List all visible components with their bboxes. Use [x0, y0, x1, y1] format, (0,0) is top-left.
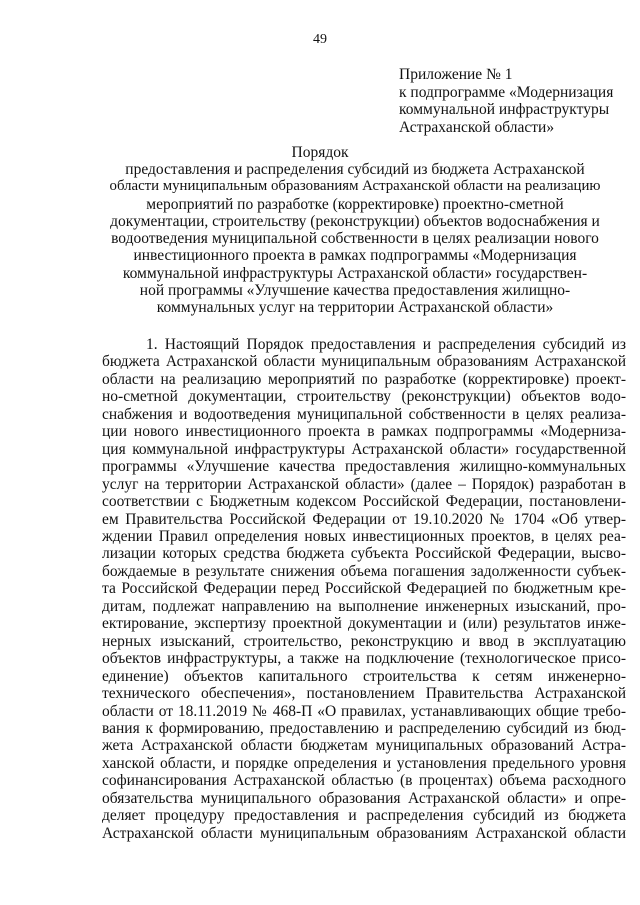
subtitle-line: предоставления и распределения субсидий из бюджета Астраханской	[125, 161, 585, 178]
body-line: обязательства муниципального образования Астраханской области» и опре-	[102, 789, 626, 807]
appendix-line: Приложение № 1	[399, 66, 513, 83]
body-line: дитам, подлежат направлению на выполнение инженерных изысканий, про-	[102, 597, 626, 615]
subtitle-line: документации, строительству (реконструкции) объектов водоснабжения и	[110, 212, 600, 230]
body-line: ция коммунальной инфраструктуры Астраханской области» государственной	[102, 440, 626, 458]
page-number: 49	[313, 32, 327, 47]
body-line: та Российской Федерации перед Российской Федерацией по бюджетным кре-	[102, 580, 626, 598]
body-line: 1. Настоящий Порядок предоставления и распределения субсидий из	[146, 336, 626, 353]
subtitle-line: водоотведения муниципальной собственности в целях реализации нового	[111, 230, 599, 248]
body-line: объектов инфраструктуры, а также на подключение (технологическое присо-	[102, 650, 626, 668]
appendix-line: к подпрограмме «Модернизация	[399, 83, 614, 101]
body-line: снабжения и водоотведения муниципальной собственности в целях реализа-	[102, 405, 626, 423]
subtitle-line: мероприятий по разработке (корректировке) проектно-сметной	[146, 195, 564, 213]
body-line: единение) объектов капитального строительства к сетям инженерно-	[102, 667, 626, 685]
body-line: ханской области, и порядке определения и установления предельного уровня	[102, 754, 626, 772]
body-line: нерных изысканий, строительство, реконструкцию и ввод в эксплуатацию	[102, 632, 626, 650]
subtitle-line: ной программы «Улучшение качества предоставления жилищно-	[139, 282, 571, 300]
body-paragraph	[102, 336, 626, 842]
document-subtitle	[108, 161, 602, 317]
body-line: деляет процедуру предоставления и распределения субсидий из бюджета	[102, 807, 626, 825]
body-line: ждении Правил определения новых инвестиционных проектов, в целях реа-	[102, 527, 626, 545]
body-line: области на реализацию мероприятий по разработке (корректировке) проект-	[102, 370, 626, 388]
body-line: области от 18.11.2019 № 468-П «О правилах, устанавливающих общие требо-	[102, 702, 626, 720]
body-line: ции нового инвестиционного проекта в рамках подпрограммы «Модерниза-	[102, 423, 626, 441]
appendix-line: коммунальной инфраструктуры	[399, 101, 610, 119]
body-line: лизации которых средства бюджета субъекта Российской Федерации, высво-	[102, 545, 626, 563]
body-line: ем Правительства Российской Федерации от 19.10.2020 № 1704 «Об утвер-	[102, 510, 626, 528]
body-line: технического обеспечения», постановлением Правительства Астраханской	[102, 685, 626, 703]
body-line: софинансирования Астраханской областью (в процентах) объема расходного	[102, 772, 626, 790]
body-line: вания к формированию, предоставлению и распределению субсидий из бюд-	[102, 719, 626, 737]
document-title: Порядок	[291, 144, 349, 161]
body-line: соответствии с Бюджетным кодексом Российской Федерации, постановлени-	[102, 493, 626, 511]
body-line: ектирование, экспертизу проектной документации и (или) результатов инже-	[102, 615, 626, 633]
body-line: программы «Улучшение качества предоставления жилищно-коммунальных	[102, 458, 626, 476]
body-line: Астраханской области муниципальным образованиям Астраханской области	[102, 824, 626, 842]
appendix-line: Астраханской области»	[399, 118, 555, 136]
body-line: бюджета Астраханской области муниципальным образованиям Астраханской	[102, 353, 626, 371]
subtitle-line: коммунальных услуг на территории Астраханской области»	[156, 299, 554, 317]
body-line: бождаемые в результате снижения объема погашения задолженности субъек-	[102, 562, 626, 580]
body-line: услуг на территории Астраханской области» (далее – Порядок) разработан в	[102, 475, 626, 493]
body-line: но-сметной документации, строительству (реконструкции) объектов водо-	[102, 388, 626, 406]
subtitle-line: области муниципальным образованиям Астраханской области на реализацию	[109, 178, 601, 195]
subtitle-line: инвестиционного проекта в рамках подпрограммы «Модернизация	[133, 247, 577, 265]
appendix-reference	[399, 66, 635, 136]
subtitle-line: коммунальной инфраструктуры Астраханской области» государствен-	[122, 264, 588, 282]
body-line: жета Астраханской области бюджетам муниципальных образований Астра-	[102, 737, 626, 755]
